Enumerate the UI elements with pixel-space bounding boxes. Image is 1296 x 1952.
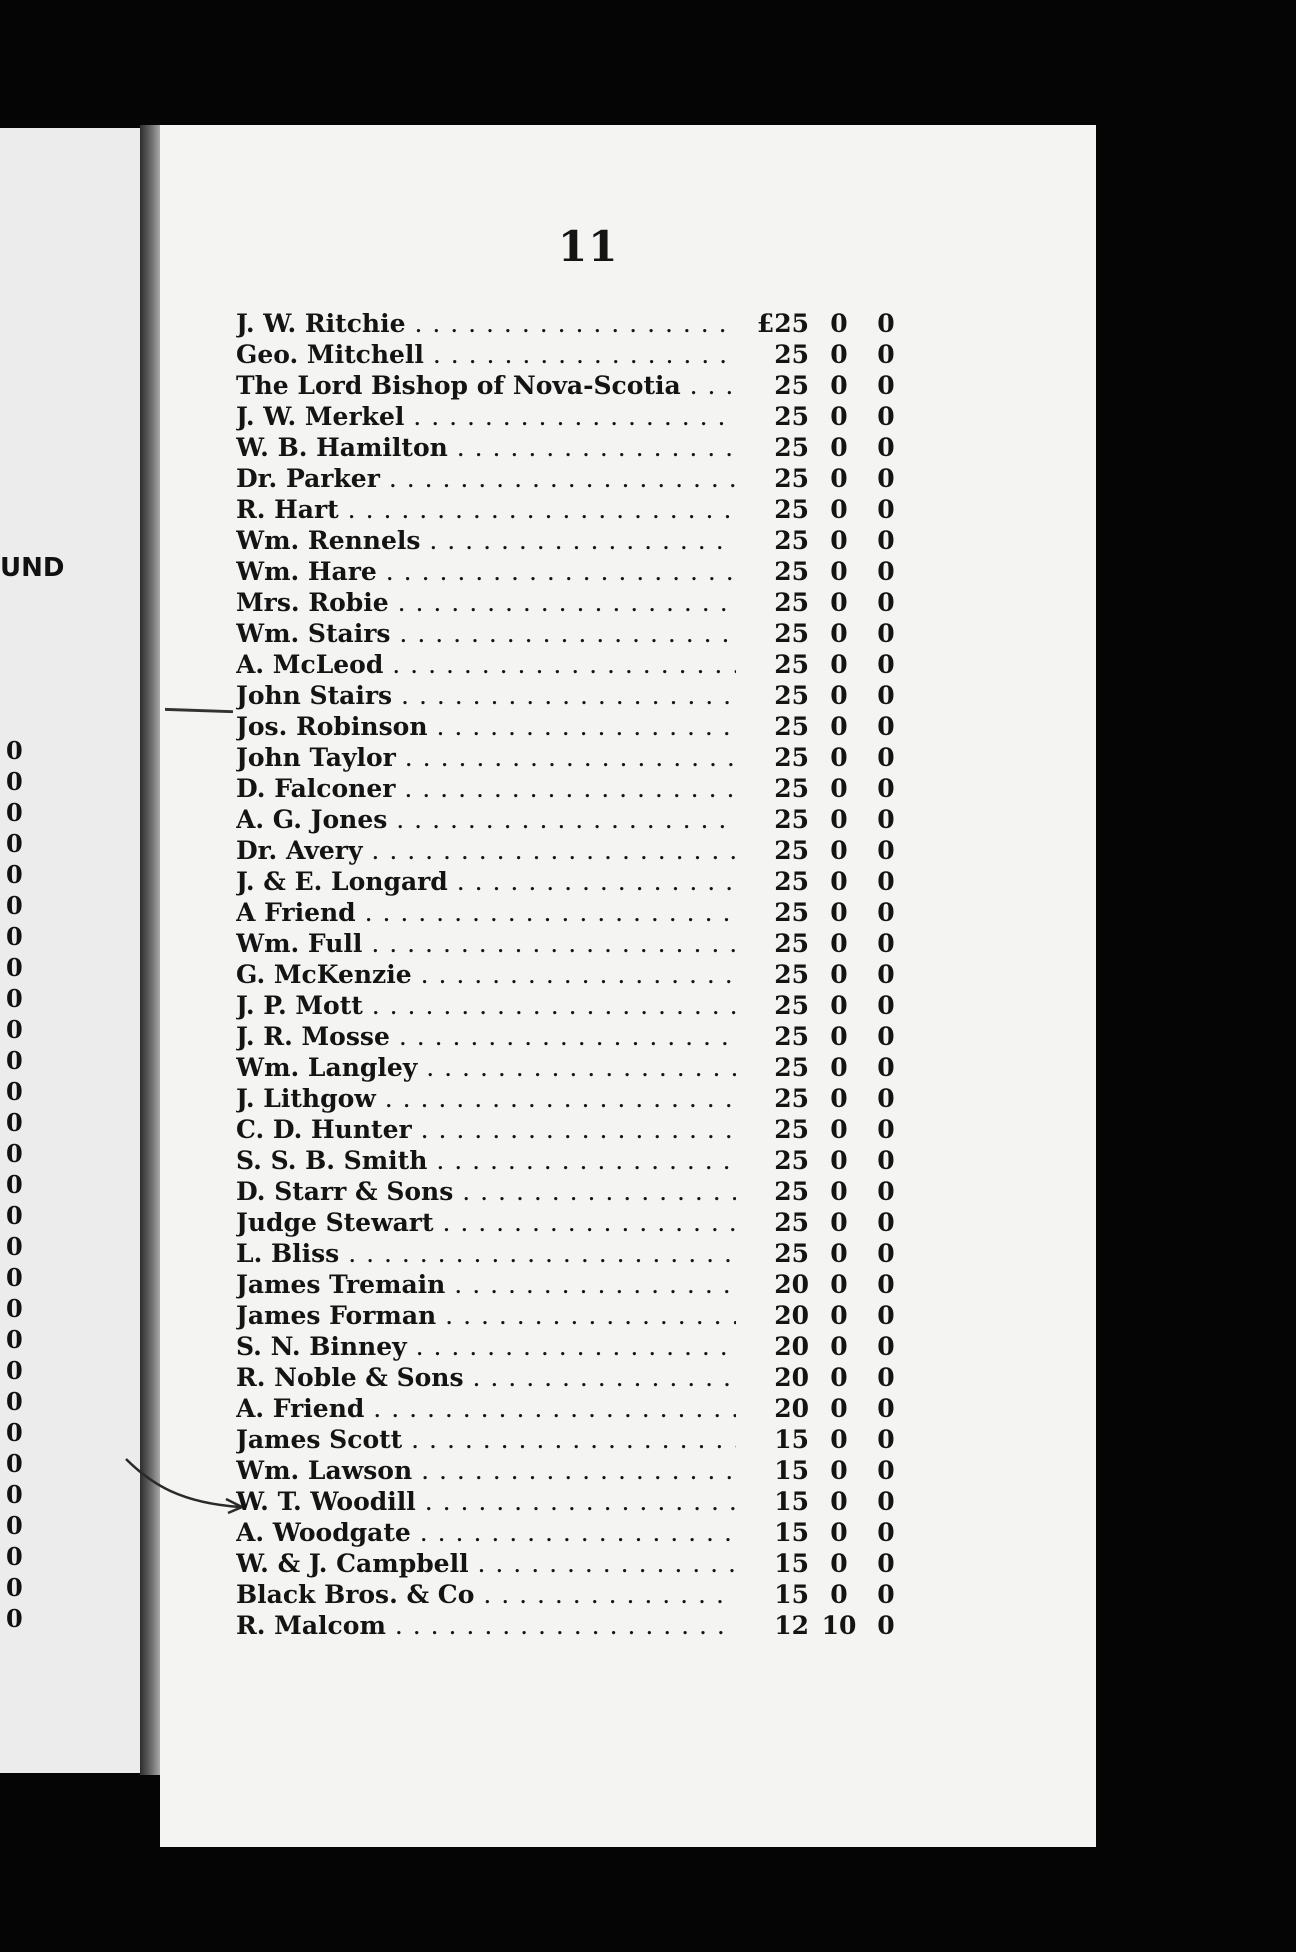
amount-pence: 0	[877, 371, 895, 400]
amount-shillings: 0	[830, 1084, 848, 1113]
subscriber-name: R. Noble & Sons . . .	[236, 1362, 736, 1393]
amount-pounds: 25	[774, 402, 809, 431]
subscriber-name: S. N. Binney . . .	[236, 1331, 736, 1362]
amount-shillings: 0	[830, 1239, 848, 1268]
amount-pounds: 25	[774, 1115, 809, 1144]
amount-pence: 0	[877, 588, 895, 617]
facing-page-amount: 0	[6, 1542, 23, 1571]
facing-page-amount: 0	[6, 1015, 23, 1044]
subscriber-list	[236, 308, 916, 1641]
amount-shillings: 0	[830, 743, 848, 772]
amount-pounds: 25	[774, 526, 809, 555]
subscriber-row	[236, 556, 916, 587]
amount-pounds: 25	[774, 898, 809, 927]
subscriber-row	[236, 1393, 916, 1424]
subscriber-name: James Tremain . . .	[236, 1269, 736, 1300]
facing-page-amount: 0	[6, 984, 23, 1013]
amount-shillings: 0	[830, 1487, 848, 1516]
amount-pence: 0	[877, 1239, 895, 1268]
subscriber-row	[236, 494, 916, 525]
amount-shillings: 0	[830, 1549, 848, 1578]
amount-shillings: 0	[830, 1332, 848, 1361]
facing-page-amount: 0	[6, 1170, 23, 1199]
amount-shillings: 0	[830, 371, 848, 400]
facing-page-amount: 0	[6, 1511, 23, 1540]
amount-shillings: 0	[830, 1363, 848, 1392]
subscriber-name: A Friend . . .	[236, 897, 736, 928]
subscriber-name: J. P. Mott . . .	[236, 990, 736, 1021]
subscriber-name: R. Malcom . . .	[236, 1610, 736, 1641]
subscriber-name: L. Bliss . . .	[236, 1238, 736, 1269]
amount-pounds: £25	[756, 309, 809, 338]
amount-pounds: 25	[774, 991, 809, 1020]
subscriber-name: James Forman . . .	[236, 1300, 736, 1331]
amount-pounds: 20	[774, 1332, 809, 1361]
amount-shillings: 0	[830, 898, 848, 927]
amount-pence: 0	[877, 681, 895, 710]
facing-page-amount: 0	[6, 1077, 23, 1106]
amount-shillings: 0	[830, 619, 848, 648]
amount-shillings: 0	[830, 929, 848, 958]
subscriber-name: Judge Stewart . . .	[236, 1207, 736, 1238]
amount-pounds: 25	[774, 1146, 809, 1175]
amount-pounds: 25	[774, 1084, 809, 1113]
amount-pounds: 25	[774, 557, 809, 586]
subscriber-row	[236, 1362, 916, 1393]
amount-shillings: 0	[830, 464, 848, 493]
subscriber-name: W. & J. Campbell . . .	[236, 1548, 736, 1579]
amount-pence: 0	[877, 495, 895, 524]
subscriber-name: A. McLeod . . .	[236, 649, 736, 680]
facing-page-amount: 0	[6, 953, 23, 982]
facing-page-amount: 0	[6, 1480, 23, 1509]
subscriber-row	[236, 742, 916, 773]
amount-pounds: 15	[774, 1425, 809, 1454]
amount-pence: 0	[877, 340, 895, 369]
subscriber-row	[236, 897, 916, 928]
amount-shillings: 0	[830, 774, 848, 803]
amount-pence: 0	[877, 774, 895, 803]
subscriber-name: C. D. Hunter . . .	[236, 1114, 736, 1145]
amount-shillings: 10	[821, 1611, 857, 1640]
amount-pounds: 25	[774, 1053, 809, 1082]
subscriber-name: Wm. Stairs . . .	[236, 618, 736, 649]
amount-pounds: 25	[774, 1177, 809, 1206]
facing-page-amount: 0	[6, 922, 23, 951]
subscriber-name: Dr. Parker . . .	[236, 463, 736, 494]
subscriber-row	[236, 1021, 916, 1052]
amount-pounds: 25	[774, 960, 809, 989]
subscriber-name: Wm. Full . . .	[236, 928, 736, 959]
amount-shillings: 0	[830, 1053, 848, 1082]
amount-pence: 0	[877, 402, 895, 431]
amount-pence: 0	[877, 1549, 895, 1578]
subscriber-name: G. McKenzie . . .	[236, 959, 736, 990]
facing-page-amount: 0	[6, 1418, 23, 1447]
amount-pence: 0	[877, 1456, 895, 1485]
amount-shillings: 0	[830, 1146, 848, 1175]
amount-pence: 0	[877, 557, 895, 586]
amount-pence: 0	[877, 1580, 895, 1609]
subscriber-row	[236, 928, 916, 959]
subscriber-name: James Scott . . .	[236, 1424, 736, 1455]
subscriber-row	[236, 1517, 916, 1548]
amount-shillings: 0	[830, 1115, 848, 1144]
subscriber-row	[236, 1610, 916, 1641]
amount-pence: 0	[877, 1363, 895, 1392]
subscriber-name: S. S. B. Smith . . .	[236, 1145, 736, 1176]
subscriber-row	[236, 990, 916, 1021]
subscriber-row	[236, 959, 916, 990]
subscriber-name: Dr. Avery . . .	[236, 835, 736, 866]
amount-shillings: 0	[830, 1580, 848, 1609]
subscriber-name: J. W. Ritchie . . .	[236, 308, 736, 339]
subscriber-row	[236, 1238, 916, 1269]
amount-pounds: 25	[774, 1022, 809, 1051]
amount-shillings: 0	[830, 588, 848, 617]
amount-pounds: 25	[774, 1208, 809, 1237]
amount-shillings: 0	[830, 1208, 848, 1237]
amount-pence: 0	[877, 1022, 895, 1051]
facing-page-amount: 0	[6, 736, 23, 765]
amount-pence: 0	[877, 836, 895, 865]
amount-shillings: 0	[830, 867, 848, 896]
amount-pence: 0	[877, 960, 895, 989]
subscriber-row	[236, 711, 916, 742]
amount-pence: 0	[877, 309, 895, 338]
amount-pence: 0	[877, 1177, 895, 1206]
subscriber-name: J. & E. Longard . . .	[236, 866, 736, 897]
subscriber-row	[236, 525, 916, 556]
amount-pounds: 25	[774, 650, 809, 679]
amount-pence: 0	[877, 867, 895, 896]
amount-shillings: 0	[830, 712, 848, 741]
amount-pounds: 25	[774, 929, 809, 958]
page-number: 11	[558, 222, 619, 271]
subscriber-row	[236, 401, 916, 432]
amount-shillings: 0	[830, 960, 848, 989]
facing-page-amount: 0	[6, 1387, 23, 1416]
subscriber-name: John Stairs . . .	[236, 680, 736, 711]
subscriber-row	[236, 835, 916, 866]
amount-pounds: 20	[774, 1270, 809, 1299]
amount-shillings: 0	[830, 309, 848, 338]
subscriber-row	[236, 1331, 916, 1362]
subscriber-row	[236, 1269, 916, 1300]
amount-pounds: 25	[774, 588, 809, 617]
amount-pounds: 25	[774, 433, 809, 462]
amount-pounds: 15	[774, 1518, 809, 1547]
amount-shillings: 0	[830, 1394, 848, 1423]
amount-pounds: 25	[774, 867, 809, 896]
subscriber-row	[236, 1424, 916, 1455]
subscriber-name: Mrs. Robie . . .	[236, 587, 736, 618]
facing-page-amount: 0	[6, 1604, 23, 1633]
subscriber-name: Geo. Mitchell . . .	[236, 339, 736, 370]
amount-pence: 0	[877, 1611, 895, 1640]
amount-pounds: 20	[774, 1363, 809, 1392]
subscriber-name: A. G. Jones . . .	[236, 804, 736, 835]
facing-page-amount: 0	[6, 1356, 23, 1385]
amount-pounds: 25	[774, 774, 809, 803]
amount-pence: 0	[877, 712, 895, 741]
amount-shillings: 0	[830, 650, 848, 679]
amount-pence: 0	[877, 1487, 895, 1516]
amount-shillings: 0	[830, 681, 848, 710]
facing-page-amount: 0	[6, 891, 23, 920]
facing-page-amount: 0	[6, 1232, 23, 1261]
amount-pence: 0	[877, 1394, 895, 1423]
amount-shillings: 0	[830, 1177, 848, 1206]
facing-page-amount: 0	[6, 1263, 23, 1292]
facing-page-amount: 0	[6, 767, 23, 796]
subscriber-row	[236, 1300, 916, 1331]
amount-pence: 0	[877, 433, 895, 462]
amount-pounds: 25	[774, 371, 809, 400]
amount-pounds: 25	[774, 495, 809, 524]
amount-shillings: 0	[830, 340, 848, 369]
subscriber-row	[236, 463, 916, 494]
facing-page-amount: 0	[6, 1294, 23, 1323]
facing-page-amount: 0	[6, 1449, 23, 1478]
amount-pence: 0	[877, 1425, 895, 1454]
amount-shillings: 0	[830, 495, 848, 524]
subscriber-row	[236, 1548, 916, 1579]
subscriber-row	[236, 1114, 916, 1145]
amount-pence: 0	[877, 1332, 895, 1361]
amount-pounds: 25	[774, 712, 809, 741]
amount-shillings: 0	[830, 1518, 848, 1547]
subscriber-row	[236, 1176, 916, 1207]
amount-pence: 0	[877, 1115, 895, 1144]
amount-pence: 0	[877, 526, 895, 555]
amount-shillings: 0	[830, 402, 848, 431]
subscriber-row	[236, 618, 916, 649]
subscriber-row	[236, 804, 916, 835]
amount-pounds: 20	[774, 1301, 809, 1330]
subscriber-name: Wm. Hare . . .	[236, 556, 736, 587]
facing-page-amount: 0	[6, 860, 23, 889]
subscriber-name: R. Hart . . .	[236, 494, 736, 525]
subscriber-row	[236, 773, 916, 804]
facing-page-amount: 0	[6, 829, 23, 858]
amount-pounds: 25	[774, 1239, 809, 1268]
amount-shillings: 0	[830, 1022, 848, 1051]
amount-pounds: 25	[774, 619, 809, 648]
facing-page-amount: 0	[6, 1201, 23, 1230]
facing-page-amount: 0	[6, 1046, 23, 1075]
subscriber-name: W. B. Hamilton . . .	[236, 432, 736, 463]
subscriber-row	[236, 1455, 916, 1486]
amount-shillings: 0	[830, 1270, 848, 1299]
amount-pounds: 25	[774, 836, 809, 865]
amount-pence: 0	[877, 743, 895, 772]
amount-pence: 0	[877, 619, 895, 648]
facing-page-amount: 0	[6, 798, 23, 827]
amount-pence: 0	[877, 1146, 895, 1175]
amount-pounds: 25	[774, 464, 809, 493]
subscriber-row	[236, 866, 916, 897]
subscriber-row	[236, 370, 916, 401]
amount-pence: 0	[877, 464, 895, 493]
amount-pence: 0	[877, 1084, 895, 1113]
amount-shillings: 0	[830, 433, 848, 462]
subscriber-name: D. Starr & Sons . . .	[236, 1176, 736, 1207]
amount-pence: 0	[877, 1208, 895, 1237]
amount-shillings: 0	[830, 836, 848, 865]
subscriber-name: Wm. Rennels . . .	[236, 525, 736, 556]
facing-page-amount-column	[6, 735, 23, 1634]
amount-pence: 0	[877, 805, 895, 834]
subscriber-row	[236, 1083, 916, 1114]
subscriber-row	[236, 1052, 916, 1083]
subscriber-row	[236, 339, 916, 370]
amount-pounds: 15	[774, 1549, 809, 1578]
subscriber-name: Jos. Robinson . . .	[236, 711, 736, 742]
amount-pence: 0	[877, 1053, 895, 1082]
amount-pence: 0	[877, 991, 895, 1020]
amount-shillings: 0	[830, 805, 848, 834]
subscriber-row	[236, 1145, 916, 1176]
amount-pence: 0	[877, 650, 895, 679]
subscriber-name: Wm. Langley . . .	[236, 1052, 736, 1083]
subscriber-row	[236, 1579, 916, 1610]
amount-pounds: 15	[774, 1580, 809, 1609]
subscriber-name: The Lord Bishop of Nova-Scotia . . .	[236, 370, 736, 401]
subscriber-name: A. Woodgate . . .	[236, 1517, 736, 1548]
subscriber-row	[236, 432, 916, 463]
subscriber-row	[236, 308, 916, 339]
amount-pounds: 25	[774, 681, 809, 710]
amount-shillings: 0	[830, 1425, 848, 1454]
amount-pounds: 25	[774, 340, 809, 369]
subscriber-name: Black Bros. & Co . . .	[236, 1579, 736, 1610]
subscriber-name: D. Falconer . . .	[236, 773, 736, 804]
subscriber-name: J. R. Mosse . . .	[236, 1021, 736, 1052]
amount-shillings: 0	[830, 526, 848, 555]
subscriber-name: A. Friend . . .	[236, 1393, 736, 1424]
amount-pounds: 25	[774, 743, 809, 772]
facing-page-amount: 0	[6, 1325, 23, 1354]
facing-page-amount: 0	[6, 1108, 23, 1137]
facing-page-header-fragment: UND	[0, 553, 65, 583]
subscriber-name: Wm. Lawson . . .	[236, 1455, 736, 1486]
amount-shillings: 0	[830, 1301, 848, 1330]
amount-pence: 0	[877, 898, 895, 927]
amount-pence: 0	[877, 1518, 895, 1547]
subscriber-row	[236, 1486, 916, 1517]
subscriber-row	[236, 649, 916, 680]
amount-pence: 0	[877, 929, 895, 958]
amount-shillings: 0	[830, 1456, 848, 1485]
amount-shillings: 0	[830, 557, 848, 586]
amount-pence: 0	[877, 1270, 895, 1299]
amount-pounds: 15	[774, 1487, 809, 1516]
amount-shillings: 0	[830, 991, 848, 1020]
amount-pounds: 25	[774, 805, 809, 834]
subscriber-name: W. T. Woodill . . .	[236, 1486, 736, 1517]
amount-pence: 0	[877, 1301, 895, 1330]
subscriber-name: John Taylor . . .	[236, 742, 736, 773]
amount-pounds: 15	[774, 1456, 809, 1485]
amount-pounds: 12	[774, 1611, 809, 1640]
facing-page-amount: 0	[6, 1139, 23, 1168]
facing-page-amount: 0	[6, 1573, 23, 1602]
subscriber-name: J. Lithgow . . .	[236, 1083, 736, 1114]
subscriber-row	[236, 680, 916, 711]
subscriber-name: J. W. Merkel . . .	[236, 401, 736, 432]
amount-pounds: 20	[774, 1394, 809, 1423]
subscriber-row	[236, 587, 916, 618]
subscriber-row	[236, 1207, 916, 1238]
page-gutter	[140, 125, 160, 1775]
